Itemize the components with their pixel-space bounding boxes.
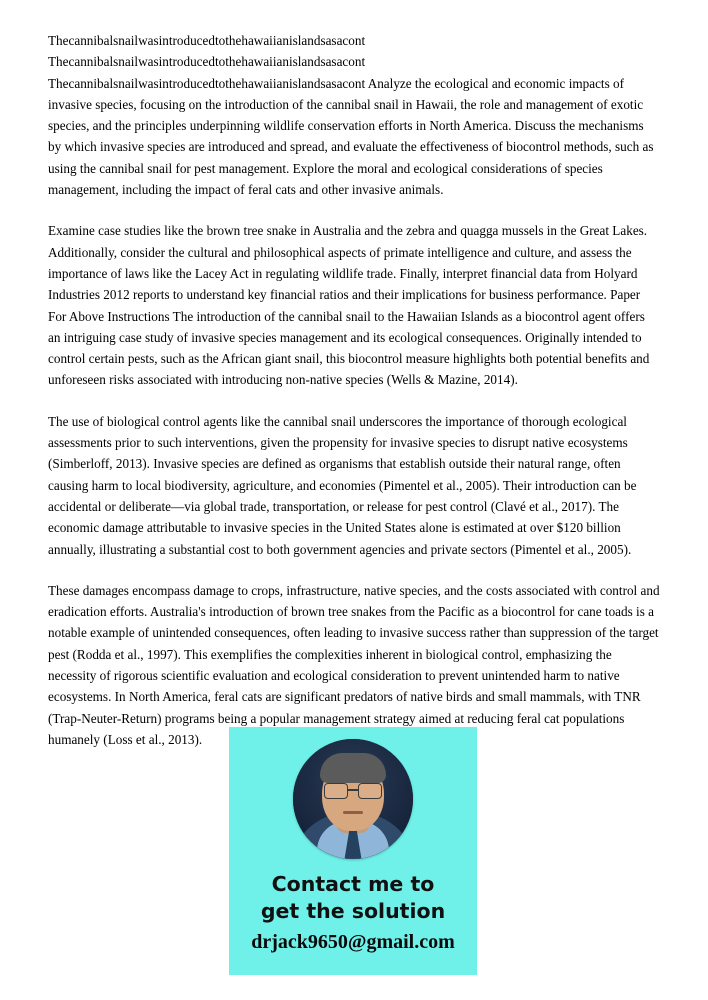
paragraph-4: These damages encompass damage to crops, infrastructure, native species, and the costs associated with control and eradication efforts. Australia's introduction of brown tree snakes from the Pacific as a biocontrol for cane toads is a notable example of unintended consequences, often leading to invasive success rather than suppression of the target pest (Rodda et al., 1997). This exemplifies the complexities inherent in biological control, emphasizing the necessity of rigorous scientific evaluation and ecological consideration to prevent unintended harm to native ecosystems. In North America, feral cats are significant predators of native birds and small mammals, with TNR (Trap-Neuter-Return) programs being a popular management strategy aimed at reducing feral cat populations humanely (Loss et al., 2013). <box>48 582 660 747</box>
avatar-mouth <box>343 811 363 814</box>
document-body <box>48 30 660 770</box>
overlay-email[interactable]: drjack9650@gmail.com <box>251 931 455 953</box>
paragraph-2: Examine case studies like the brown tree snake in Australia and the zebra and quagga mussels in the Great Lakes. Additionally, consider the cultural and philosophical aspects of primate intelligence and culture, and assess the importance of laws like the Lacey Act in regulating wildlife trade. Finally, interpret financial data from Holyard Industries 2012 reports to understand key financial ratios and their implications for business performance. Paper For Above Instructions The introduction of the cannibal snail to the Hawaiian Islands as a biocontrol agent offers an intriguing case study of invasive species management and its ecological consequences. Originally intended to control certain pests, such as the African giant snail, this biocontrol measure highlights both potential benefits and unforeseen risks associated with introducing non-native species (Wells & Mazine, 2014). <box>48 223 650 388</box>
avatar-hair <box>320 753 386 783</box>
contact-overlay-card[interactable] <box>229 727 477 975</box>
glasses-left-lens <box>324 783 348 799</box>
glasses-icon <box>324 783 382 797</box>
overlay-line-1: Contact me to <box>271 872 435 896</box>
paragraph-1: Thecannibalsnailwasintroducedtothehawaiianislandsasacont Thecannibalsnailwasintroducedtothehawaiianislandsasacont Thecannibalsnailwasintroducedtothehawaiianislandsasacont Analyze the ecological and economic impacts of invasive species, focusing on the introduction of the cannibal snail in Hawaii, the role and management of exotic species, and the principles underpinning wildlife conservation efforts in North America. Discuss the mechanisms by which invasive species are introduced and spread, and evaluate the effectiveness of biocontrol methods, such as using the cannibal snail for pest management. Explore the moral and ecological considerations of species management, including the impact of feral cats and other invasive animals. <box>48 33 654 198</box>
avatar <box>293 739 413 859</box>
glasses-right-lens <box>358 783 382 799</box>
paragraph-3: The use of biological control agents like the cannibal snail underscores the importance of thorough ecological assessments prior to such interventions, given the propensity for invasive species to disrupt native ecosystems (Simberloff, 2013). Invasive species are defined as organisms that establish outside their natural range, often causing harm to local biodiversity, agriculture, and economies (Pimentel et al., 2005). Their introduction can be accidental or deliberate—via global trade, transportation, or release for pest control (Clavé et al., 2017). The economic damage attributable to invasive species in the United States alone is estimated at over $120 billion annually, illustrating a substantial cost to both government agencies and private sectors (Pimentel et al., 2005). <box>48 413 637 557</box>
overlay-line-2: get the solution <box>260 899 446 923</box>
